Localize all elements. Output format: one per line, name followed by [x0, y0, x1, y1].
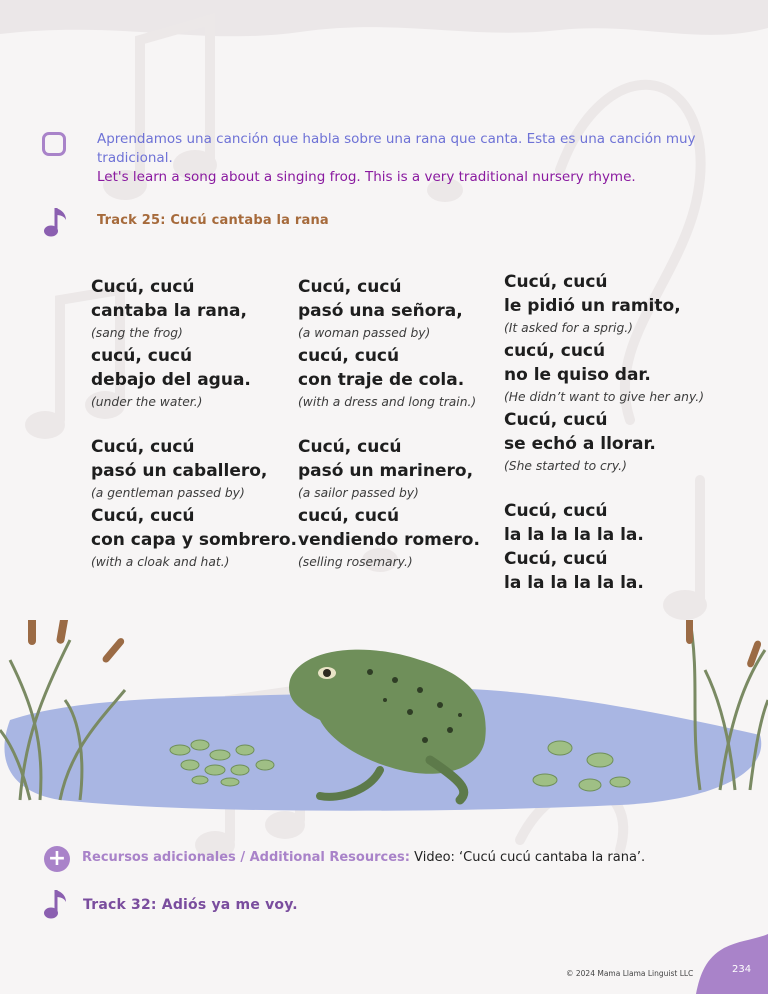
- lyric-line: pasó un marinero,: [298, 461, 474, 481]
- lyric-line: Cucú, cucú: [298, 277, 402, 297]
- lyric-line: Cucú, cucú: [91, 277, 195, 297]
- frog-pond-illustration: [0, 620, 768, 820]
- page-number: 234: [732, 964, 752, 975]
- translation-line: (under the water.): [91, 395, 203, 409]
- lyric-line: con traje de cola.: [298, 370, 465, 390]
- translation-line: (a sailor passed by): [298, 486, 419, 500]
- plus-icon: +: [44, 846, 70, 872]
- stanza-gap: [504, 477, 714, 499]
- lyrics-column-1: [91, 275, 301, 573]
- translation-line: (a gentleman passed by): [91, 486, 245, 500]
- lyric-line: cantaba la rana,: [91, 301, 247, 321]
- intro-text: [97, 130, 697, 187]
- translation-line: (It asked for a sprig.): [504, 321, 633, 335]
- lyric-line: no le quiso dar.: [504, 365, 651, 385]
- translation-line: (selling rosemary.): [298, 555, 413, 569]
- lyric-line: pasó una señora,: [298, 301, 463, 321]
- lyric-line: pasó un caballero,: [91, 461, 268, 481]
- lyric-line: cucú, cucú: [298, 346, 400, 366]
- lyric-line: se echó a llorar.: [504, 434, 656, 454]
- lyric-line: con capa y sombrero.: [91, 530, 298, 550]
- translation-line: (with a dress and long train.): [298, 395, 477, 409]
- lyric-line: Cucú, cucú: [504, 410, 608, 430]
- translation-line: (He didn’t want to give her any.): [504, 390, 705, 404]
- intro-spanish: Aprendamos una canción que habla sobre una rana que canta. Esta es una canción muy tradicional.: [97, 131, 696, 166]
- music-note-icon: [42, 886, 70, 920]
- copyright-footer: © 2024 Mama Llama Linguist LLC: [566, 969, 694, 978]
- lyric-line: Cucú, cucú: [504, 501, 608, 521]
- lyric-line: la la la la la la.: [504, 525, 644, 545]
- track-32-label: Track 32: Adiós ya me voy.: [83, 897, 298, 913]
- checkbox-icon[interactable]: [42, 132, 66, 156]
- lyric-line: vendiendo romero.: [298, 530, 480, 550]
- lyric-line: le pidió un ramito,: [504, 296, 681, 316]
- lyrics-column-3: [504, 270, 714, 595]
- resources-text[interactable]: [82, 850, 645, 865]
- lyric-line: Cucú, cucú: [91, 437, 195, 457]
- lyric-line: debajo del agua.: [91, 370, 251, 390]
- lyric-line: Cucú, cucú: [298, 437, 402, 457]
- music-note-icon: [42, 204, 70, 238]
- lyric-line: la la la la la la.: [504, 573, 644, 593]
- translation-line: (a woman passed by): [298, 326, 431, 340]
- translation-line: (with a cloak and hat.): [91, 555, 230, 569]
- track-25-label: Track 25: Cucú cantaba la rana: [97, 213, 329, 228]
- resources-link[interactable]: Video: ‘Cucú cucú cantaba la rana’.: [414, 850, 646, 865]
- lyric-line: Cucú, cucú: [504, 549, 608, 569]
- intro-english: Let's learn a song about a singing frog. This is a very traditional nursery rhyme.: [97, 169, 636, 185]
- lyric-line: Cucú, cucú: [504, 272, 608, 292]
- translation-line: (She started to cry.): [504, 459, 627, 473]
- lyric-line: cucú, cucú: [298, 506, 400, 526]
- lyric-line: cucú, cucú: [504, 341, 606, 361]
- translation-line: (sang the frog): [91, 326, 183, 340]
- lyric-line: cucú, cucú: [91, 346, 193, 366]
- stanza-gap: [298, 413, 508, 435]
- resources-label: Recursos adicionales / Additional Resources:: [82, 850, 410, 865]
- lyric-line: Cucú, cucú: [91, 506, 195, 526]
- lyrics-column-2: [298, 275, 508, 573]
- stanza-gap: [91, 413, 301, 435]
